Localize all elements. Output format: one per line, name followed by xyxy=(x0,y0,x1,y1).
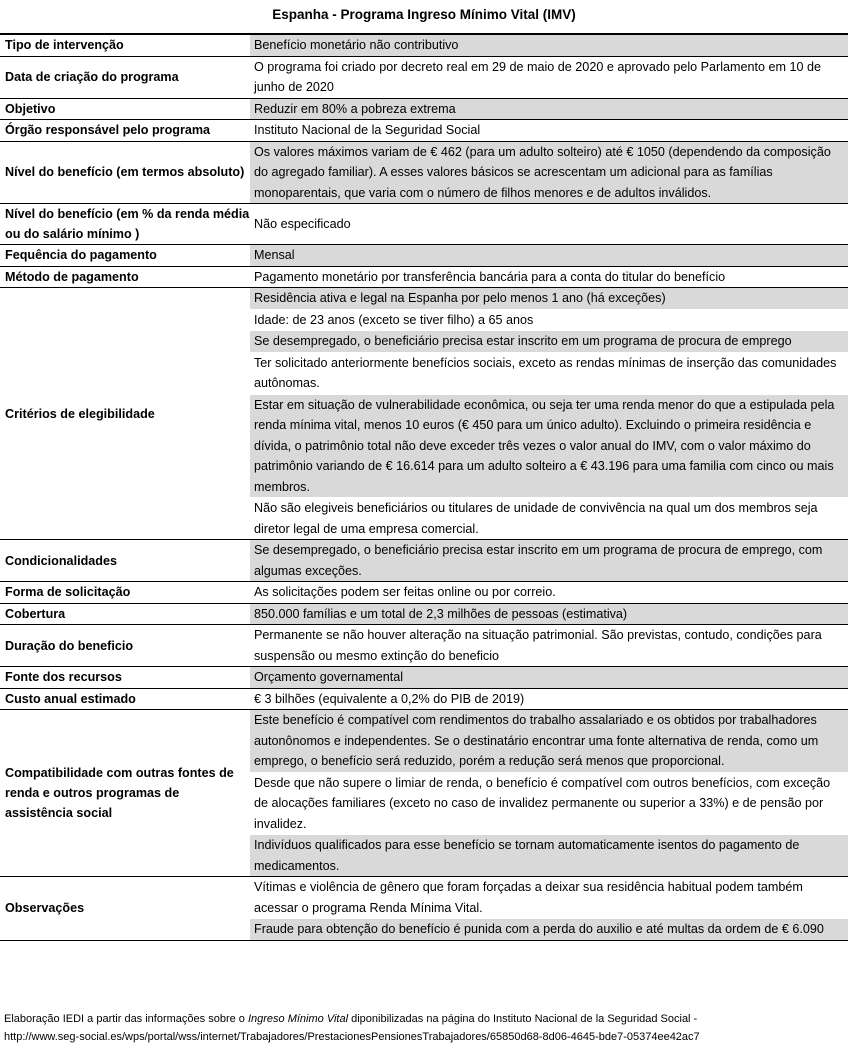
row-label: Nível do benefício (em % da renda média ou do salário mínimo ) xyxy=(0,204,250,245)
row-value-cell xyxy=(250,625,848,667)
table-row xyxy=(0,120,848,142)
row-value: Mensal xyxy=(250,245,848,266)
source-prefix: Elaboração IEDI a partir das informações sobre o xyxy=(4,1013,248,1025)
row-value-cell xyxy=(250,204,848,245)
table-row xyxy=(0,710,848,877)
row-label: Objetivo xyxy=(0,98,250,120)
row-value: As solicitações podem ser feitas online ou por correio. xyxy=(254,585,556,599)
row-label: Cobertura xyxy=(0,603,250,625)
row-value: O programa foi criado por decreto real em 29 de maio de 2020 e aprovado pelo Parlamento em 10 de junho de 2020 xyxy=(254,59,822,94)
table-row xyxy=(0,582,848,604)
program-table xyxy=(0,33,848,941)
row-label: Condicionalidades xyxy=(0,540,250,582)
row-value-cell xyxy=(250,688,848,710)
row-value-cell xyxy=(250,245,848,267)
row-label: Forma de solicitação xyxy=(0,582,250,604)
row-value: Instituto Nacional de la Seguridad Social xyxy=(254,123,481,137)
row-value-cell xyxy=(250,667,848,689)
row-label: Compatibilidade com outras fontes de renda e outros programas de assistência social xyxy=(0,710,250,877)
row-value-cell xyxy=(250,141,848,204)
row-value: Fraude para obtenção do benefício é punida com a perda do auxilio e até multas da ordem de € 6.090 xyxy=(250,918,848,940)
row-value: Desde que não supere o limiar de renda, o benefício é compatível com outros benefícios, com exceção de alocações familiares (exceto no caso de invalidez permanente ou superior a 33%) e de pensão por invalidez. xyxy=(250,772,848,835)
row-value-cell xyxy=(250,582,848,604)
row-value: Se desempregado, o beneficiário precisa estar inscrito em um programa de procura de emprego, com algumas exceções. xyxy=(250,540,848,581)
table-row xyxy=(0,56,848,98)
source-note xyxy=(4,1010,846,1046)
table-row xyxy=(0,667,848,689)
row-value: Não são elegiveis beneficiários ou titulares de unidade de convivência na qual um dos membros seja diretor legal de uma empresa comercial. xyxy=(250,497,848,539)
row-value: Se desempregado, o beneficiário precisa estar inscrito em um programa de procura de emprego xyxy=(250,330,848,352)
row-label: Método de pagamento xyxy=(0,266,250,288)
row-value: Este benefício é compatível com rendimentos do trabalho assalariado e os obtidos por trabalhadores autonônomos e independentes. Se o destinatário encontrar uma fonte alternativa de renda, como um emprego, o benefício será reduzido, porém a redução será menos que proporcional. xyxy=(250,710,848,772)
row-value: Estar em situação de vulnerabilidade econômica, ou seja ter uma renda menor do que a estipulada pela renda mínima vital, menos 10 euros (€ 450 para um único adulto). Excluindo o primeira residência e dívida, o patrimônio total não deve exceder três vezes o valor anual do IMV, com o valor máximo do patrimônio variando de € 16.614 para um adulto solteiro a € 43.196 para uma familia com cinco ou mais membros. xyxy=(250,394,848,498)
table-row xyxy=(0,34,848,56)
table-row xyxy=(0,540,848,582)
row-label: Custo anual estimado xyxy=(0,688,250,710)
document-title: Espanha - Programa Ingreso Mínimo Vital (IMV) xyxy=(272,7,576,22)
row-value-cell xyxy=(250,710,848,877)
table-row xyxy=(0,688,848,710)
row-value-cell xyxy=(250,288,848,540)
row-value: 850.000 famílias e um total de 2,3 milhões de pessoas (estimativa) xyxy=(250,604,848,625)
row-value: Os valores máximos variam de € 462 (para um adulto solteiro) até € 1050 (dependendo da composição do agregado familiar). A esses valores básicos se acrescentam um adicional para as famílias monoparentais, que varia com o número de filhos menores e de adultos inválidos. xyxy=(250,142,848,204)
row-value: Idade: de 23 anos (exceto se tiver filho) a 65 anos xyxy=(250,309,848,331)
table-row xyxy=(0,603,848,625)
row-value-cell xyxy=(250,34,848,56)
row-value: Ter solicitado anteriormente benefícios sociais, exceto as rendas mínimas de inserção das comunidades autônomas. xyxy=(250,352,848,394)
row-value: Reduzir em 80% a pobreza extrema xyxy=(250,99,848,120)
table-row xyxy=(0,245,848,267)
row-value: Pagamento monetário por transferência bancária para a conta do titular do benefício xyxy=(254,269,726,284)
row-value: Indivíduos qualificados para esse benefício se tornam automaticamente isentos do pagamento de medicamentos. xyxy=(250,834,848,876)
row-label: Observações xyxy=(0,877,250,941)
row-label: Tipo de intervenção xyxy=(0,34,250,56)
table-row xyxy=(0,877,848,941)
row-value-cell xyxy=(250,120,848,142)
row-value-cell xyxy=(250,266,848,288)
table-row xyxy=(0,98,848,120)
row-value: Permanente se não houver alteração na situação patrimonial. São previstas, contudo, condições para suspensão ou mesmo extinção do beneficio xyxy=(254,628,822,663)
source-program-name: Ingreso Mínimo Vital xyxy=(247,1013,349,1025)
row-label: Fonte dos recursos xyxy=(0,667,250,689)
row-value: Benefício monetário não contributivo xyxy=(250,35,848,56)
row-label: Critérios de elegibilidade xyxy=(0,288,250,540)
table-row xyxy=(0,266,848,288)
table-row xyxy=(0,204,848,245)
table-row xyxy=(0,625,848,667)
row-value: € 3 bilhões (equivalente a 0,2% do PIB de 2019) xyxy=(254,691,525,706)
row-label: Data de criação do programa xyxy=(0,56,250,98)
row-label: Nível do benefício (em termos absoluto) xyxy=(0,141,250,204)
row-label: Órgão responsável pelo programa xyxy=(0,120,250,142)
row-value-cell xyxy=(250,98,848,120)
row-label: Fequência do pagamento xyxy=(0,245,250,267)
source-url: http://www.seg-social.es/wps/portal/wss/internet/Trabajadores/PrestacionesPensionesTrabajadores/65850d68-8d06-4645-bde7-05374ee42ac7 xyxy=(4,1031,700,1043)
row-value: Residência ativa e legal na Espanha por pelo menos 1 ano (há exceções) xyxy=(250,288,848,309)
source-suffix: diponibilizadas na página do Instituto Nacional de la Seguridad Social - xyxy=(348,1013,698,1025)
program-table-body xyxy=(0,34,848,940)
row-value-cell xyxy=(250,877,848,941)
row-value-cell xyxy=(250,56,848,98)
row-value: Não especificado xyxy=(254,216,351,231)
row-label: Duração do beneficio xyxy=(0,625,250,667)
row-value-cell xyxy=(250,603,848,625)
row-value: Vítimas e violência de gênero que foram forçadas a deixar sua residência habitual podem também acessar o programa Renda Mínima Vital. xyxy=(254,880,803,915)
row-value-cell xyxy=(250,540,848,582)
table-row xyxy=(0,141,848,204)
table-row xyxy=(0,288,848,540)
row-value: Orçamento governamental xyxy=(250,667,848,688)
